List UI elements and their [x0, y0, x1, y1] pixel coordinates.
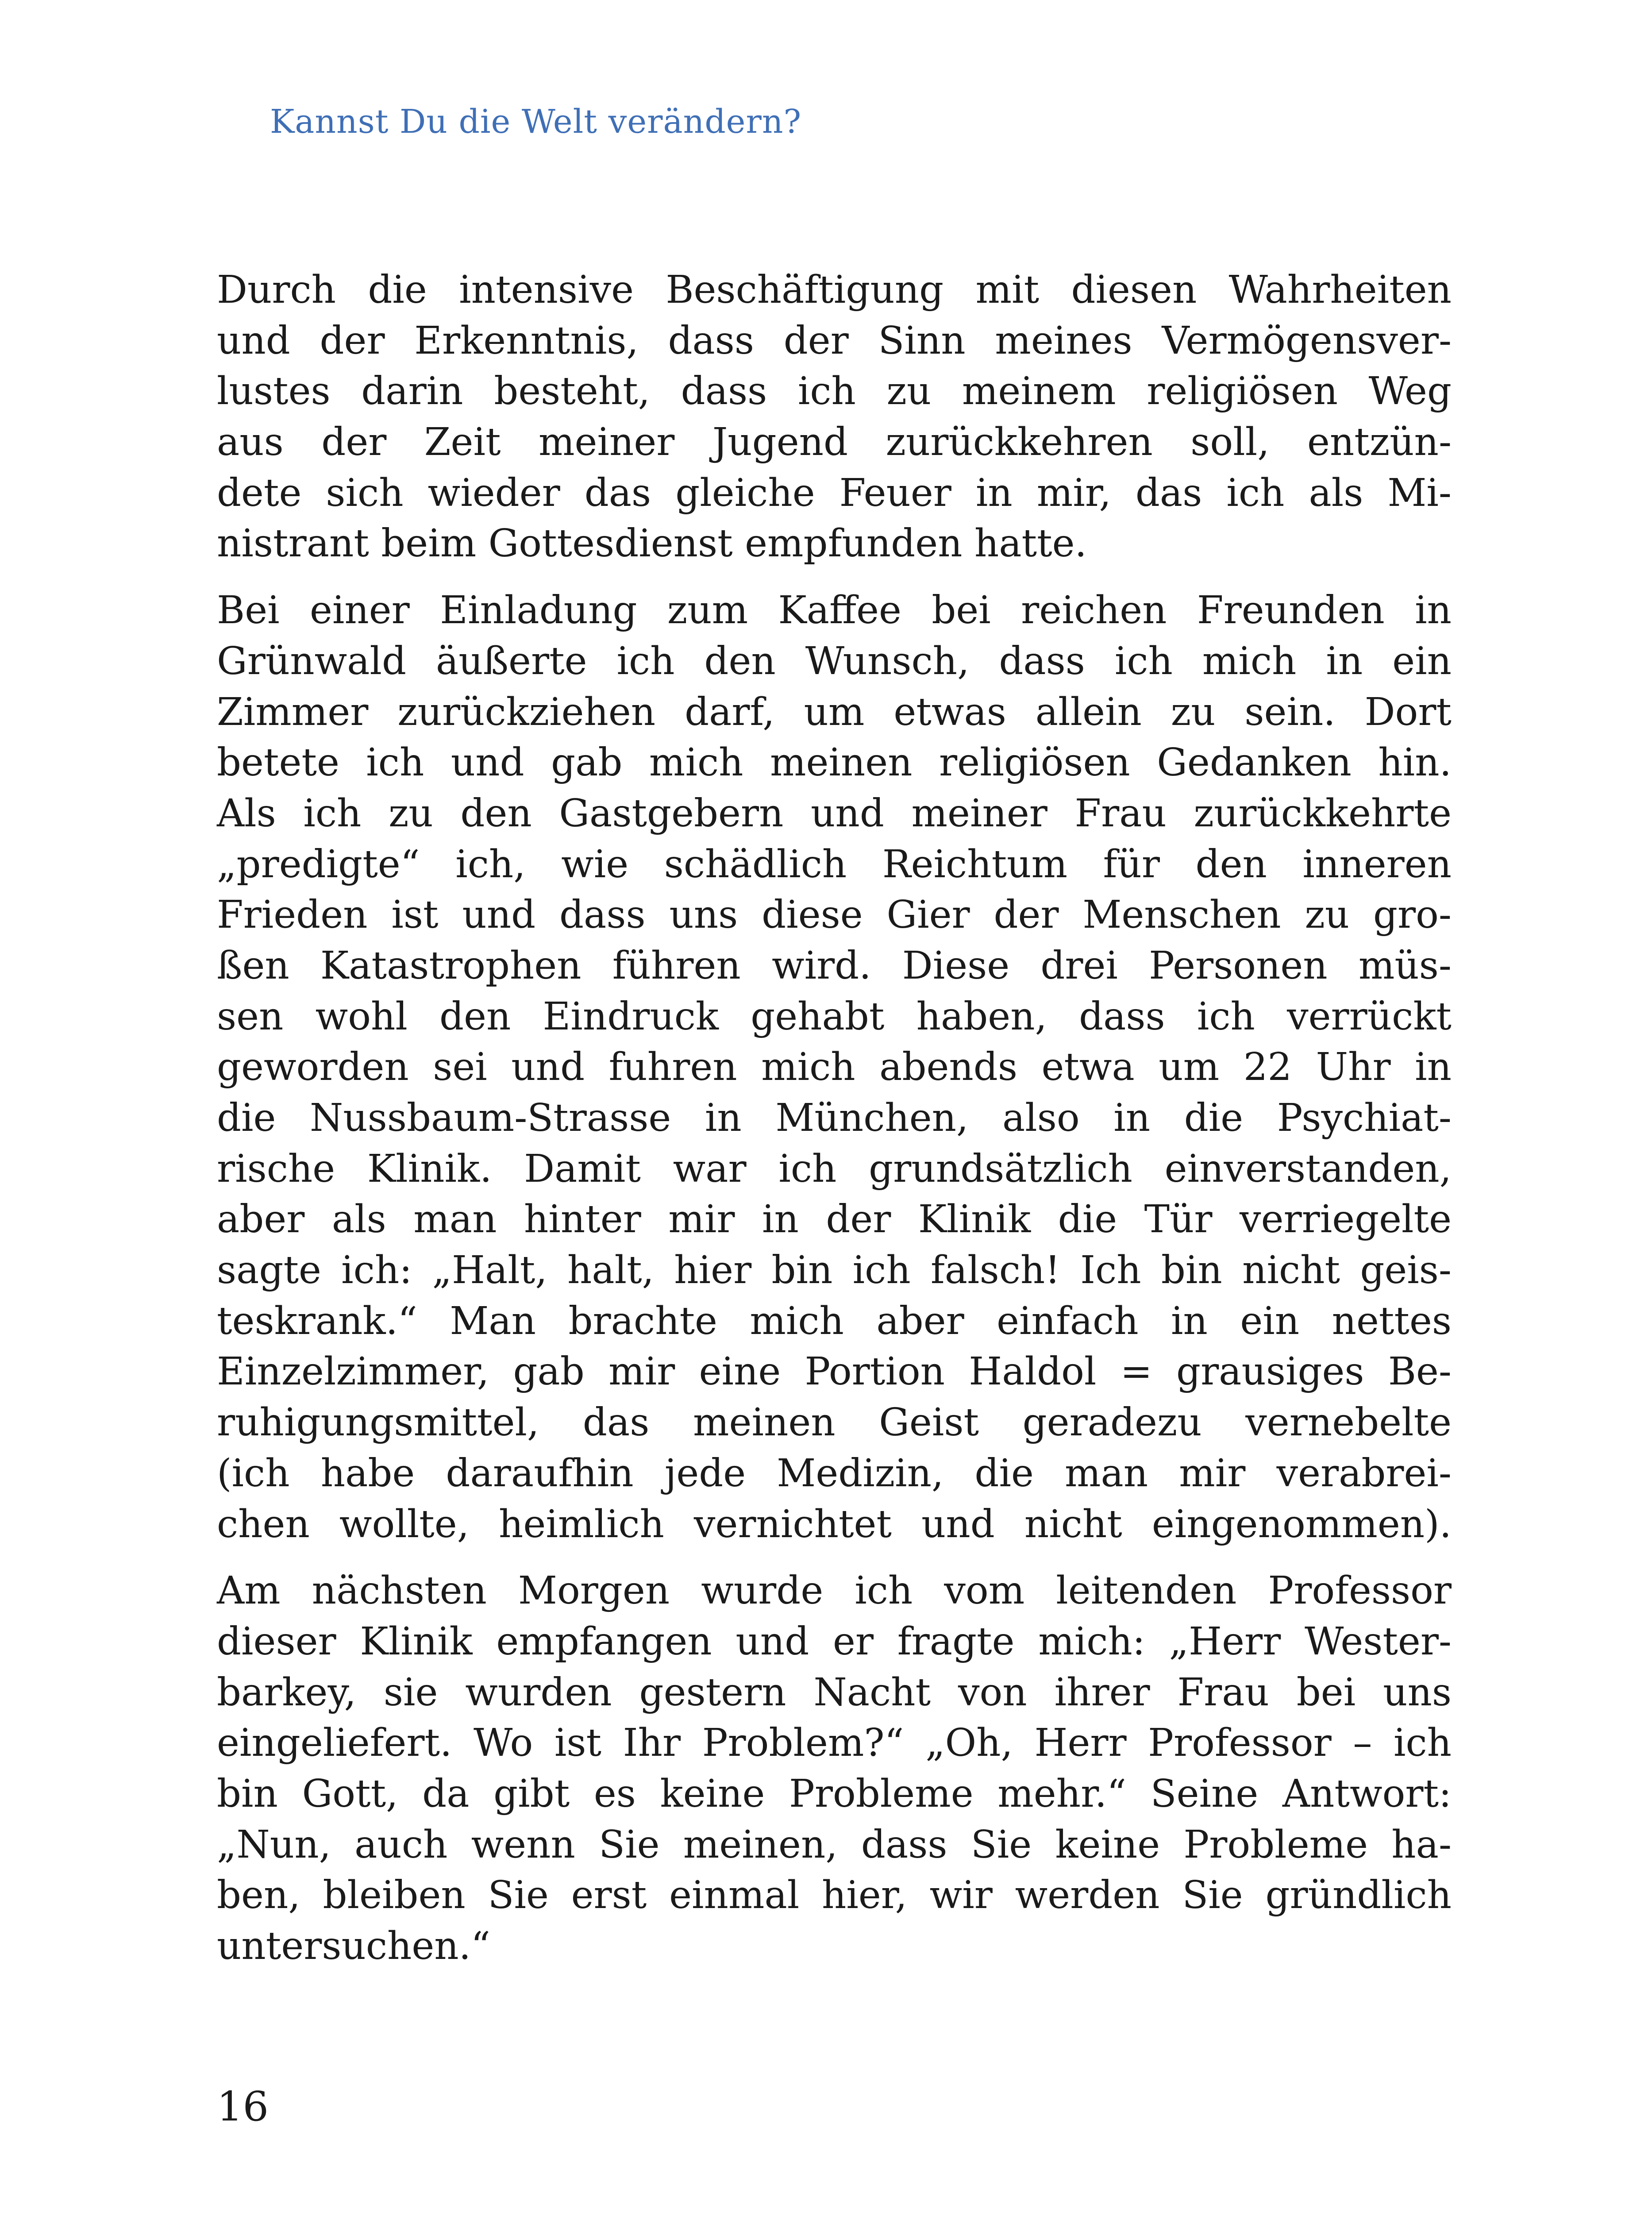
text-line: chen wollte, heimlich vernichtet und nicht eingenommen). [217, 1502, 1452, 1546]
text-line: die Nussbaum-Strasse in München, also in die Psychiat- [217, 1096, 1452, 1140]
running-head-title: Kannst Du die Welt verändern? [270, 103, 802, 141]
paragraph-gap [217, 1550, 1452, 1565]
text-line: ruhigungsmittel, das meinen Geist geradezu vernebelte [217, 1400, 1452, 1445]
paragraph-1 [217, 265, 1452, 569]
text-line: dieser Klinik empfangen und er fragte mich: „Herr Wester- [217, 1619, 1452, 1664]
text-line: aus der Zeit meiner Jugend zurückkehren soll, entzün- [217, 420, 1452, 465]
body-text [217, 265, 1452, 1972]
text-line: teskrank.“ Man brachte mich aber einfach in ein nettes [217, 1299, 1452, 1343]
paragraph-3 [217, 1565, 1452, 1972]
text-line: Grünwald äußerte ich den Wunsch, dass ich mich in ein [217, 639, 1452, 683]
text-line: aber als man hinter mir in der Klinik die Tür verriegelte [217, 1197, 1452, 1242]
text-line: Als ich zu den Gastgebern und meiner Frau zurückkehrte [217, 791, 1452, 836]
text-line: (ich habe daraufhin jede Medizin, die man mir verabrei- [217, 1451, 1452, 1496]
text-line: rische Klinik. Damit war ich grundsätzlich einverstanden, [217, 1146, 1452, 1191]
page-number: 16 [217, 2083, 269, 2130]
text-line: untersuchen.“ [217, 1924, 490, 1968]
text-line: betete ich und gab mich meinen religiösen Gedanken hin. [217, 740, 1452, 785]
text-line: lustes darin besteht, dass ich zu meinem religiösen Weg [217, 369, 1452, 414]
text-line: sen wohl den Eindruck gehabt haben, dass ich verrückt [217, 994, 1452, 1039]
text-line: ßen Katastrophen führen wird. Diese drei Personen müs- [217, 943, 1452, 988]
text-line: Bei einer Einladung zum Kaffee bei reichen Freunden in [217, 588, 1452, 633]
text-line: Durch die intensive Beschäftigung mit diesen Wahrheiten [217, 268, 1452, 312]
text-line: Zimmer zurückziehen darf, um etwas allein zu sein. Dort [217, 690, 1452, 734]
paragraph-2 [217, 585, 1452, 1550]
text-line: Frieden ist und dass uns diese Gier der Menschen zu gro- [217, 893, 1452, 937]
text-line: sagte ich: „Halt, halt, hier bin ich falsch! Ich bin nicht geis- [217, 1248, 1452, 1293]
paragraph-gap [217, 569, 1452, 585]
text-line: Einzelzimmer, gab mir eine Portion Haldol = grausiges Be- [217, 1349, 1452, 1394]
text-line: „Nun, auch wenn Sie meinen, dass Sie keine Probleme ha- [217, 1822, 1452, 1867]
text-line: dete sich wieder das gleiche Feuer in mir, das ich als Mi- [217, 470, 1452, 515]
text-line: geworden sei und fuhren mich abends etwa um 22 Uhr in [217, 1045, 1452, 1090]
text-line: und der Erkenntnis, dass der Sinn meines Vermögensver- [217, 318, 1452, 363]
text-line: Am nächsten Morgen wurde ich vom leitenden Professor [217, 1569, 1452, 1613]
text-line: bin Gott, da gibt es keine Probleme mehr.“ Seine Antwort: [217, 1771, 1452, 1816]
text-line: nistrant beim Gottesdienst empfunden hatte. [217, 521, 1087, 566]
text-line: ben, bleiben Sie erst einmal hier, wir werden Sie gründlich [217, 1873, 1452, 1918]
text-line: „predigte“ ich, wie schädlich Reichtum für den inneren [217, 842, 1452, 887]
text-line: barkey, sie wurden gestern Nacht von ihrer Frau bei uns [217, 1670, 1452, 1715]
text-line: eingeliefert. Wo ist Ihr Problem?“ „Oh, Herr Professor – ich [217, 1721, 1452, 1766]
